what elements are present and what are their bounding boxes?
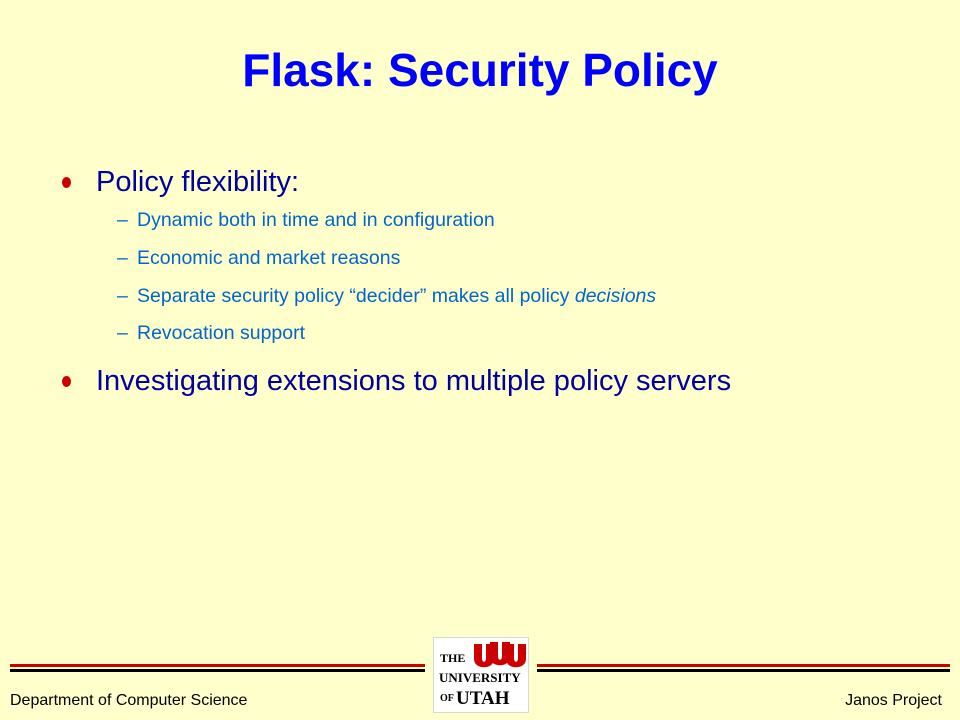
logo-text-utah: UTAH: [456, 688, 510, 709]
dash-marker: –: [117, 209, 128, 231]
bullet-text: Policy flexibility:: [96, 166, 300, 198]
footer-rule-right: [537, 664, 950, 674]
university-logo: [433, 637, 529, 713]
sub-bullet-text: Revocation support: [137, 322, 306, 344]
university-of-utah-logo-icon: [434, 638, 528, 712]
sub-bullet-text: [137, 284, 656, 308]
sub-bullet-text: Economic and market reasons: [137, 247, 401, 269]
sub-bullet-item: [117, 321, 305, 345]
dash-marker: –: [117, 247, 128, 269]
footer-project: Janos Project: [845, 692, 942, 709]
footer-rule-left: [10, 664, 425, 674]
bullet-marker-icon: [62, 376, 71, 387]
logo-text-university: UNIVERSITY: [439, 670, 521, 685]
slide-title: Flask: Security Policy: [242, 44, 718, 96]
bullet-marker-icon: [62, 177, 71, 188]
bullet-text: Investigating extensions to multiple policy servers: [96, 365, 732, 397]
bullet-item: [62, 364, 731, 398]
sub-bullet-text-emphasis: decisions: [574, 285, 657, 307]
sub-bullet-item: [117, 208, 495, 232]
dash-marker: –: [117, 285, 128, 307]
sub-bullet-text: Dynamic both in time and in configuration: [137, 209, 495, 231]
sub-bullet-text-plain: Separate security policy “decider” makes all policy: [137, 285, 575, 307]
dash-marker: –: [117, 322, 128, 344]
sub-bullet-item: [117, 284, 656, 308]
logo-text-of: OF: [440, 693, 454, 704]
sub-bullet-item: [117, 246, 400, 270]
footer-department: Department of Computer Science: [10, 692, 248, 709]
bullet-item: [62, 165, 299, 199]
logo-text-the: THE: [440, 651, 466, 665]
